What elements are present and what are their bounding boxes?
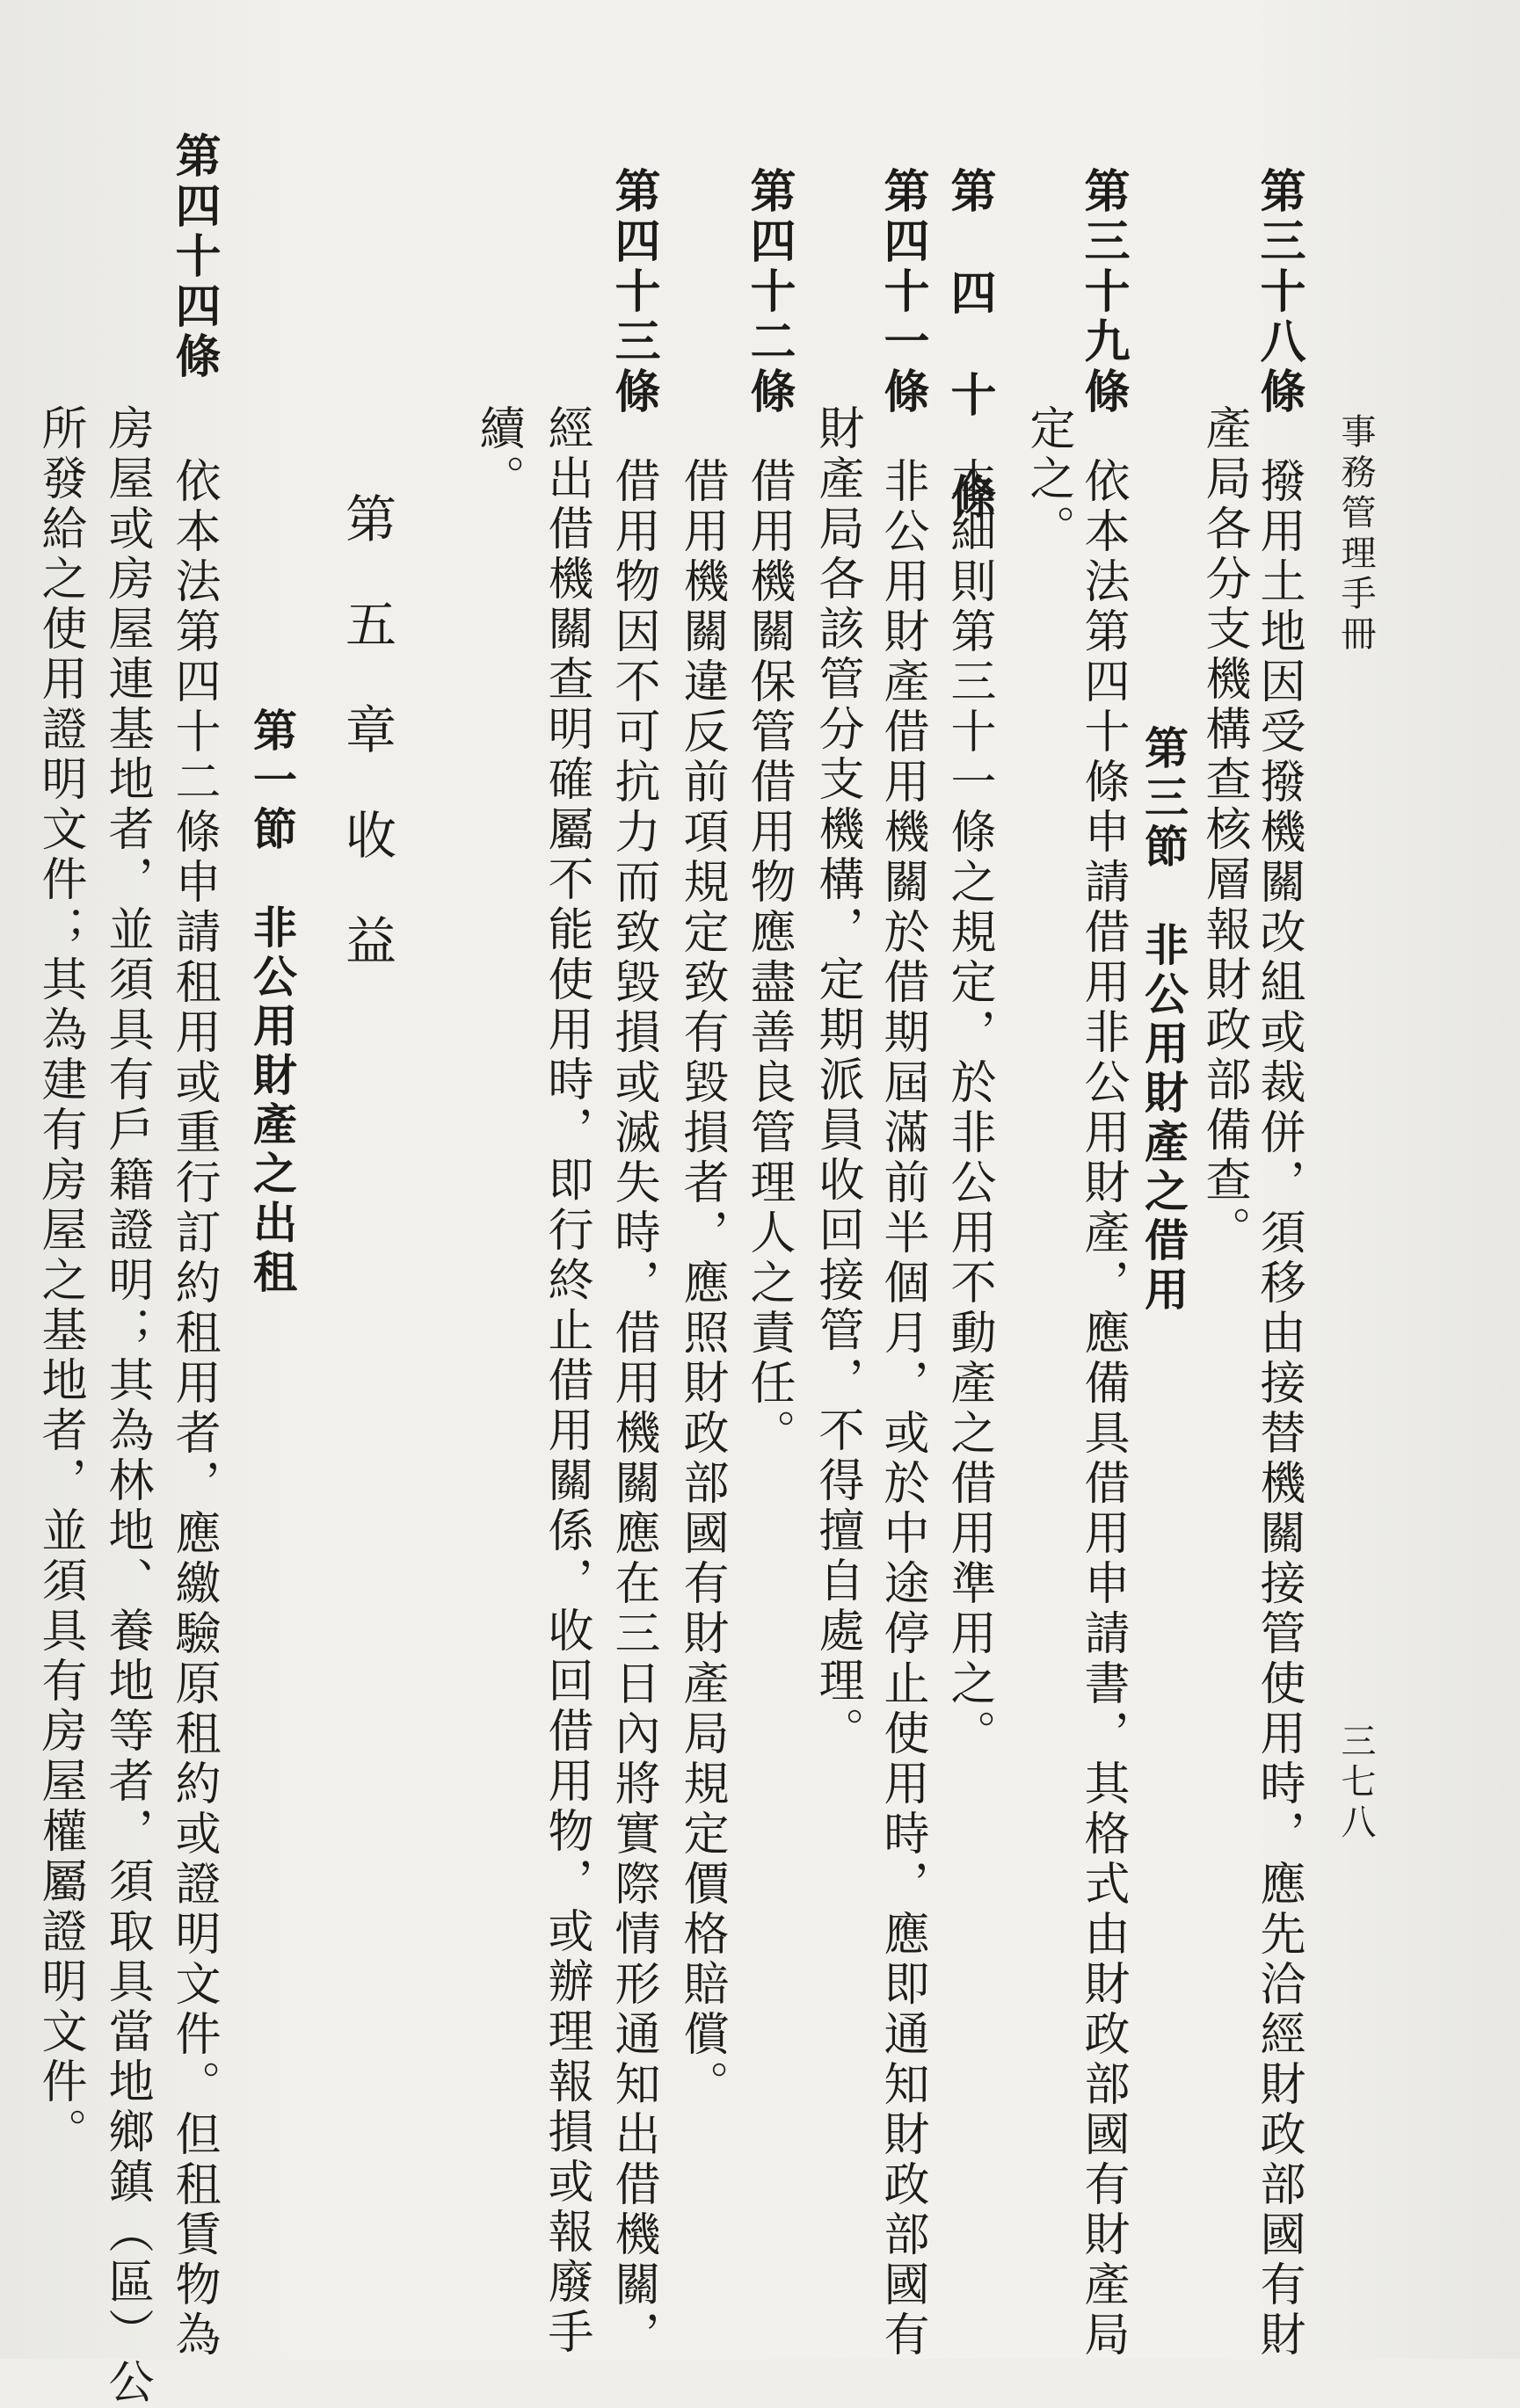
article-42-line-2: 借用機關違反前項規定致有毀損者，應照財政部國有財產局規定價格賠償。	[675, 457, 728, 2110]
article-41-line-2: 財產局各該管分支機構，定期派員收回接管，不得擅自處理。	[811, 404, 863, 1757]
article-43-line-2: 經出借機關查明確屬不能使用時，即行終止借用關係，收回借用物，或辦理報損或報廢手	[540, 404, 593, 2358]
article-42-label: 第四十二條	[742, 167, 796, 417]
article-44-line-1: 依本法第四十二條申請租用或重行訂約租用者，應繳驗原租約或證明文件。但租賃物為	[167, 457, 220, 2361]
section-1-heading: 第一節 非公用財產之出租	[246, 707, 298, 1298]
article-40-label: 第 四 十 條	[942, 167, 996, 524]
article-38-label: 第三十八條	[1252, 167, 1305, 417]
article-41-label: 第四十一條	[876, 167, 929, 417]
article-40-line-1: 本細則第三十一條之規定，於非公用不動產之借用準用之。	[942, 457, 995, 1759]
article-43-line-1: 借用物因不可抗力而致毀損或滅失時，借用機關應在三日內將實際情形通知出借機關，	[607, 457, 659, 2361]
page-number: 三七八	[1335, 1723, 1376, 1844]
article-44-line-2: 房屋或房屋連基地者，並須具有戶籍證明；其為林地、養地等者，須取具當地鄉鎮（區）公	[100, 404, 153, 2408]
article-43-label: 第四十三條	[607, 167, 660, 417]
article-38-line-1: 撥用土地因受撥機關改組或裁併，須移由接替機關接管使用時，應先洽經財政部國有財	[1252, 457, 1305, 2361]
article-39-line-1: 依本法第四十條申請借用非公用財產，應備具借用申請書，其格式由財政部國有財產局	[1076, 457, 1129, 2361]
running-header-title: 事務管理手冊	[1335, 413, 1376, 656]
chapter-5-heading: 第五章收益	[337, 492, 396, 1019]
article-39-line-2: 定之。	[1022, 404, 1074, 555]
article-44-line-3: 所發給之使用證明文件；其為建有房屋之基地者，並須具有房屋權屬證明文件。	[33, 404, 86, 2158]
article-42-line-1: 借用機關保管借用物應盡善良管理人之責任。	[742, 457, 795, 1459]
article-41-line-1: 非公用財產借用機關於借期屆滿前半個月，或於中途停止使用時，應即通知財政部國有	[876, 457, 928, 2361]
section-3-heading: 第三節 非公用財產之借用	[1138, 725, 1189, 1316]
article-38-line-2: 產局各分支機構查核層報財政部備查。	[1197, 404, 1250, 1256]
article-43-line-3: 續。	[471, 404, 524, 504]
article-44-label: 第四十四條	[167, 132, 221, 382]
article-39-label: 第三十九條	[1076, 167, 1130, 417]
